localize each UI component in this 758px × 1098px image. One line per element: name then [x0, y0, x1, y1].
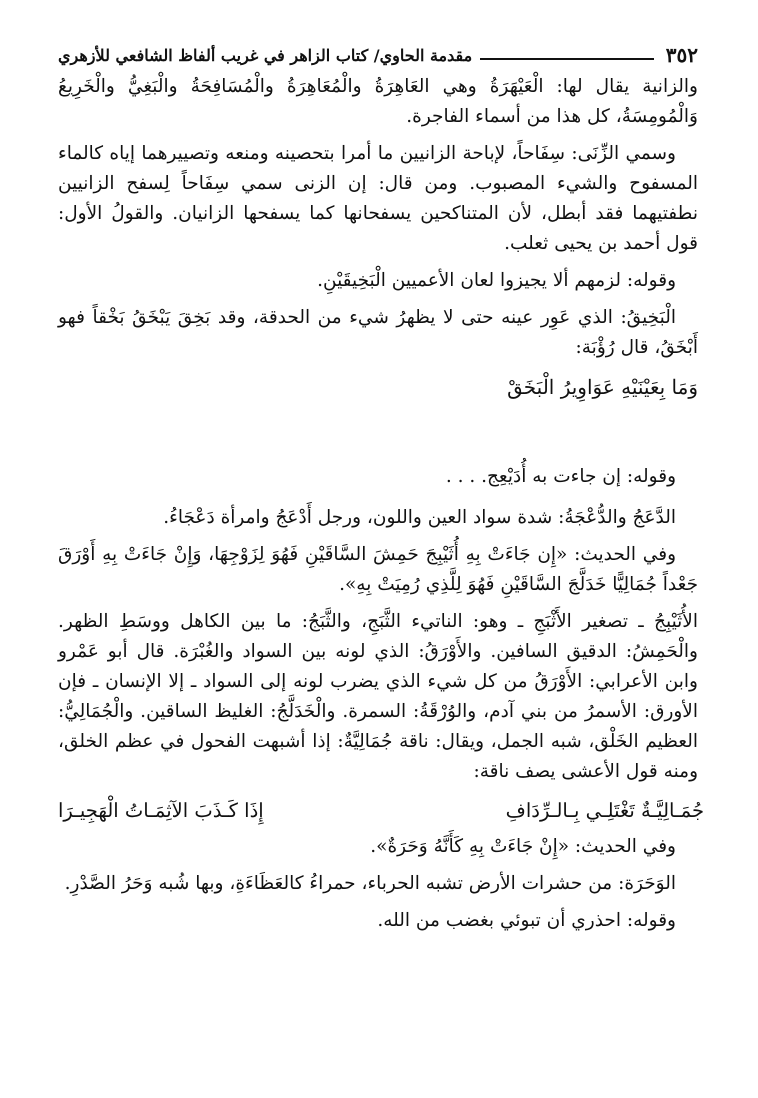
verse-ruba: وَمَا بِعَيْنَيْهِ عَوَاوِيرُ الْبَخَقْ: [507, 375, 698, 399]
paragraph-quote-bakhiq: وقوله: لزمهم ألا يجيزوا لعان الأعميين الْبَخِيقَيْنِ.: [317, 270, 676, 291]
paragraph-quote-udayij: وقوله: إن جاءت به أُدَيْعِج. . . .: [445, 466, 676, 487]
paragraph-hadith-2: وفي الحديث: «إِنْ جَاءَتْ بِهِ كَأَنَّهُ وَحَرَةٌ».: [370, 836, 676, 857]
paragraph-daaj-definition: الدَّعَجُ والدُّعْجَةُ: شدة سواد العين واللون، ورجل أَدْعَجُ وامرأة دَعْجَاءُ.: [163, 507, 676, 528]
paragraph-bakhiq-definition: الْبَخِيقُ: الذي عَوِر عينه حتى لا يظهرُ شيء من الحدقة، وقد بَخِقَ يَبْخَقُ بَخْقاً فهو أَبْخَقُ، قال رُؤْبَة:: [58, 307, 698, 358]
verse-a-shi: [58, 794, 704, 828]
page-number: ٣٥٢: [665, 43, 698, 67]
paragraph-sifah: وسمي الزِّنَى: سِفَاحاً، لإباحة الزانيين ما أمرا بتحصينه ومنعه وتصييرهما إياه كالماء المسفوح والشيء المصبوب. ومن قال: إن الزنى سمي سِفَاحاً لِسفح الزانيين نطفتيهما فقد أبطل، لأن المتناكحين يسفحانها كما يسفحها الزانيان. والقولُ الأول: قول أحمد بن يحيى ثعلب.: [58, 143, 698, 254]
paragraph-uthaybij-definition: الأُثَيْبِجُ ـ تصغير الأَثْبَجِ ـ وهو: الناتيء الثَّبَجِ، والثَّبَجُ: ما بين الكاهل ووسَطِ الظهر. والْحَمِشُ: الدقيق السافين. والأَوْرَقُ: الذي لونه بين السواد والغُبْرَة. قال أبو عَمْرو وابن الأعرابي: الأَوْرَقُ من كل شيء الذي يضرب لونه إلى السواد ـ إلا الإنسان ـ فإن الأورق: الأسمرُ من بني آدم، والوُرْقَةُ: السمرة. والْخَدَلَّجُ: الغليظ الساقين. والْجُمَالِيُّ: العظيم الخَلْق، شبه الجمل، ويقال: ناقة جُمَالِيَّةٌ: إذا أشبهت الفحول في عظم الخلق، ومنه قول الأعشى يصف ناقة:: [58, 611, 698, 782]
page-body: [58, 72, 704, 936]
verse-first-hemistich: جُمَـالِيَّـةٌ تَغْتَلِـي بِـالـرِّدَافِ: [505, 799, 704, 822]
running-head: [58, 38, 698, 72]
paragraph-hadith-1: وفي الحديث: «إِن جَاءَتْ بِهِ أُثَيْبِجَ حَمِشَ السَّاقَيْنِ فَهُوَ لِزَوْجِهَا، وَإِنْ جَاءَتْ بِهِ أَوْرَقَ جَعْداً جُمَالِيًّا خَدَلَّجَ السَّاقَيْنِ فَهُوَ لِلَّذِي رُمِيَتْ بِهِ».: [58, 544, 698, 595]
paragraph-wahara-definition: الوَحَرَة: من حشرات الأرض تشبه الحرباء، حمراءُ كالعَظَاءَةِ، وبها شُبه وَحَرُ الصَّدْرِ.: [64, 873, 676, 894]
paragraph-quote-ghadab: وقوله: احذري أن تبوئي بغضب من الله.: [377, 910, 676, 931]
paragraph-zaniya-names: والزانية يقال لها: الْعَيْهَرَةُ وهي العَاهِرَةُ والْمُعَاهِرَةُ والْمُسَافِحَةُ والْبَغِيُّ والْخَرِيعُ وَالْمُومِسَةُ، كل هذا من أسماء الفاجرة.: [58, 76, 698, 127]
running-title: مقدمة الحاوي/ كتاب الزاهر في غريب ألفاظ الشافعي للأزهري: [58, 45, 473, 65]
verse-second-hemistich: إِذَا كَـذَبَ الآثِمَـاتُ الْهَجِيـرَا: [58, 799, 264, 822]
header-rule: [480, 58, 654, 60]
